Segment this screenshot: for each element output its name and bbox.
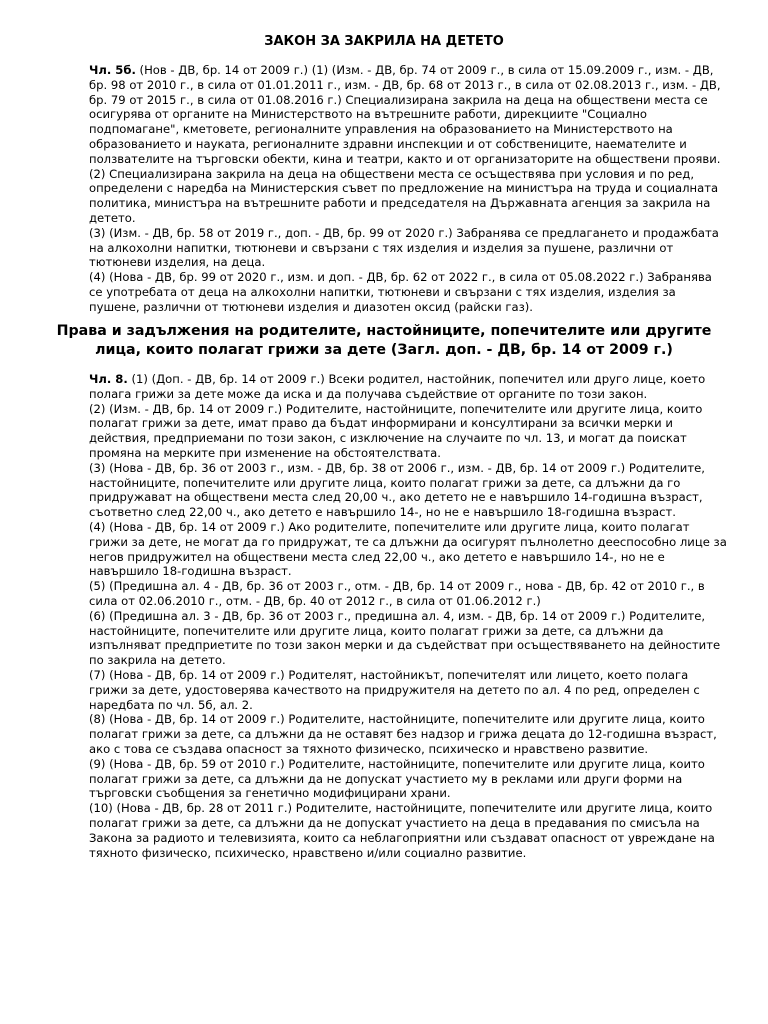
article-5b-paragraph-1-text: (Нов - ДВ, бр. 14 от 2009 г.) (1) (Изм. - ДВ, бр. 74 от 2009 г., в сила от 15.09.2009 г., изм. - ДВ, бр. 98 от 2010 г., в сила от 01.01.2011 г., изм. - ДВ, бр. 68 от 2013 г., в сила от 02.08.2013 г., изм. - ДВ, бр. 79 от 2015 г., в сила от 01.08.2016 г.) Специализирана закрила на деца на обществени места се осигурява от органите на Министерството на вътрешните работи, дирекциите "Социално подпомагане", кметовете, регионалните управления на образованието на Министерството на образованието и науката, регионалните здравни инспекции и от собствениците, наемателите и ползвателите на търговски обекти, кина и театри, както и от организаторите на обществени прояви. bbox=[89, 63, 721, 166]
section-heading-line-2: лица, които полагат грижи за дете (Загл. доп. - ДВ, бр. 14 от 2009 г.) bbox=[95, 342, 673, 358]
article-5b-paragraph-2: (2) Специализирана закрила на деца на обществени места се осъществява при условия и по ред, определени с наредба на Министерския съвет по предложение на министъра на труда и социалната политика, министъра на вътрешните работи и председателя на Държавната агенция за закрила на детето. bbox=[89, 166, 719, 225]
article-8-paragraph-3: (3) (Нова - ДВ, бр. 36 от 2003 г., изм. - ДВ, бр. 38 от 2006 г., изм. - ДВ, бр. 14 от 2009 г.) Родителите, настойниците, попечителите или другите лица, които полагат грижи за дете, са длъжни да го придружават на обществени места след 20,00 ч., ако детето не е навършило 14-годишна възраст, съответно след 22,00 ч., ако детето е навършило 14-, но не е навършило 18-годишна възраст. bbox=[89, 460, 705, 520]
article-8-label: Чл. 8. bbox=[89, 372, 128, 386]
article-8-paragraph-9: (9) (Нова - ДВ, бр. 59 от 2010 г.) Родителите, настойниците, попечителите или другите лица, които полагат грижи за дете, са длъжни да не допускат участието му в реклами или други форми на търговски съобщения за генетично модифицирани храни. bbox=[89, 756, 705, 801]
article-8-paragraph-6: (6) (Предишна ал. 3 - ДВ, бр. 36 от 2003 г., предишна ал. 4, изм. - ДВ, бр. 14 от 2009 г.) Родителите, настойниците, попечителите или другите лица, които полагат грижи за дете, са длъжни да изпълняват предприетите по този закон мерки и да съдействат при осъществяването на дейностите по закрила на детето. bbox=[89, 608, 721, 668]
article-8-paragraph-2: (2) (Изм. - ДВ, бр. 14 от 2009 г.) Родителите, настойниците, попечителите или другите лица, които полагат грижи за дете, имат право да бъдат информирани и консултирани за всички мерки и действия, предприемани по този закон, с изключение на случаите по чл. 13, и могат да поискат промяна на мерките при изменение на обстоятелствата. bbox=[89, 401, 703, 460]
article-8-paragraph-1 bbox=[89, 372, 729, 402]
article-8-paragraph-1-text: (1) (Доп. - ДВ, бр. 14 от 2009 г.) Всеки родител, настойник, попечител или друго лице, което полага грижи за дете може да иска и да получава съдействие от органите по този закон. bbox=[89, 372, 706, 401]
article-8 bbox=[89, 372, 729, 860]
article-5b bbox=[89, 63, 729, 315]
section-heading-line-1: Права и задължения на родителите, настойниците, попечителите или другите bbox=[56, 323, 712, 339]
article-5b-paragraph-1 bbox=[89, 63, 729, 167]
article-8-paragraph-5: (5) (Предишна ал. 4 - ДВ, бр. 36 от 2003 г., отм. - ДВ, бр. 14 от 2009 г., нова - ДВ, бр. 42 от 2010 г., в сила от 02.06.2010 г., отм. - ДВ, бр. 40 от 2012 г., в сила от 01.06.2012 г.) bbox=[89, 579, 705, 608]
article-5b-label: Чл. 5б. bbox=[89, 63, 136, 77]
document-title: ЗАКОН ЗА ЗАКРИЛА НА ДЕТЕТО bbox=[264, 34, 504, 49]
article-8-paragraph-8: (8) (Нова - ДВ, бр. 14 от 2009 г.) Родителите, настойниците, попечителите или другите лица, които полагат грижи за дете, са длъжни да не оставят без надзор и грижа децата до 12-годишна възраст, ако с това се създава опасност за тяхното физическо, психическо и нравствено развитие. bbox=[89, 712, 717, 756]
article-5b-paragraph-4: (4) (Нова - ДВ, бр. 99 от 2020 г., изм. и доп. - ДВ, бр. 62 от 2022 г., в сила от 05.08.2022 г.) Забранява се употребата от деца на алкохолни напитки, тютюневи и свързани с тях изделия, изделия за пушене, различни от тютюневи изделия и диазотен оксид (райски газ). bbox=[89, 270, 712, 314]
article-8-paragraph-10: (10) (Нова - ДВ, бр. 28 от 2011 г.) Родителите, настойниците, попечителите или другите лица, които полагат грижи за дете, са длъжни да не допускат участието на деца в предавания по смисъла на Закона за радиото и телевизията, които са неблагоприятни или създават опасност от увреждане на тяхното физическо, психическо, нравствено и/или социално развитие. bbox=[89, 801, 715, 860]
article-8-paragraph-4: (4) (Нова - ДВ, бр. 14 от 2009 г.) Ако родителите, попечителите или другите лица, които полагат грижи за дете, не могат да го придружат, те са длъжни да осигурят пълнолетно дееспособно лице за негов придружител на обществени места след 22,00 ч., ако детето е навършило 14-, но не е навършило 18-годишна възраст. bbox=[89, 519, 727, 579]
section-heading bbox=[0, 322, 768, 360]
article-5b-paragraph-3: (3) (Изм. - ДВ, бр. 58 от 2019 г., доп. - ДВ, бр. 99 от 2020 г.) Забранява се предлагането и продажбата на алкохолни напитки, тютюневи и свързани с тях изделия и изделия за пушене, различни от тютюневи изделия, на деца. bbox=[89, 225, 719, 270]
article-8-paragraph-7: (7) (Нова - ДВ, бр. 14 от 2009 г.) Родителят, настойникът, попечителят или лицето, което полага грижи за дете, удостоверява качеството на придружителя на детето по ал. 4 по ред, определен с наредбата по чл. 5б, ал. 2. bbox=[89, 667, 700, 712]
